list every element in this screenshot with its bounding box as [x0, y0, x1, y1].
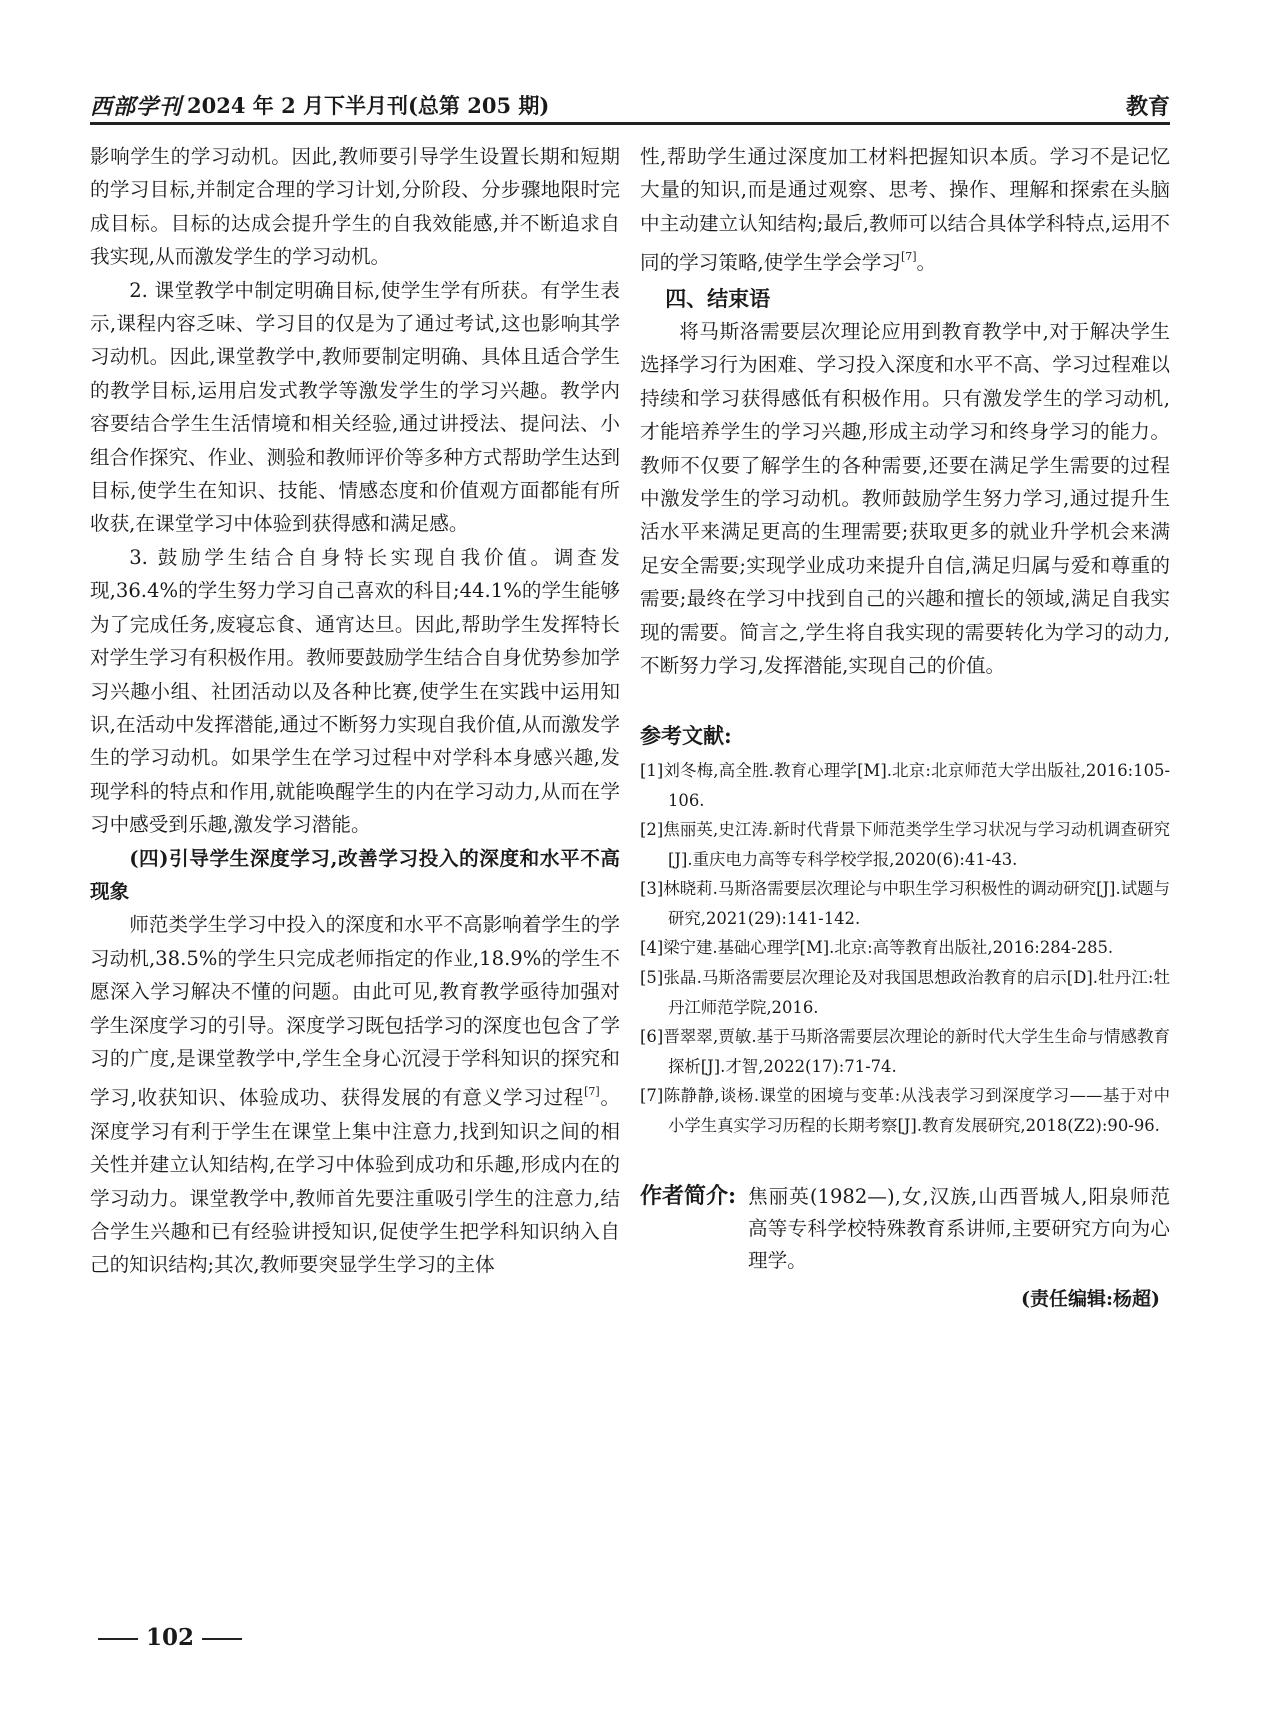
paragraph	[640, 140, 1170, 280]
paragraph-text: 。深度学习有利于学生在课堂上集中注意力,找到知识之间的相关性并建立认知结构,在学习中体验到成功和乐趣,形成内在的学习动力。课堂教学中,教师首先要注重吸引学生的注意力,结合学生兴趣和已有经验讲授知识,促使学生把学科知识纳入自己的知识结构;其次,教师要突显学生学习的主体	[90, 1086, 621, 1277]
page-number: 102	[146, 1624, 195, 1651]
header-rule	[90, 122, 1170, 125]
reference-item: [2]焦丽英,史江涛.新时代背景下师范类学生学习状况与学习动机调查研究[J].重庆电力高等专科学校学报,2020(6):41-43.	[640, 820, 1170, 869]
reference-item: [6]晋翠翠,贾敏.基于马斯洛需要层次理论的新时代大学生生命与情感教育探析[J].才智,2022(17):71-74.	[640, 1027, 1170, 1076]
paragraph: 将马斯洛需要层次理论应用到教育教学中,对于解决学生选择学习行为困难、学习投入深度和水平不高、学习过程难以持续和学习获得感低有积极作用。只有激发学生的学习动机,才能培养学生的学习兴趣,形成主动学习和终身学习的能力。教师不仅要了解学生的各种需要,还要在满足学生需要的过程中激发学生的学习动机。教师鼓励学生努力学习,通过提升生活水平来满足更高的生理需要;获取更多的就业升学机会来满足安全需要;实现学业成功来提升自信,满足归属与爱和尊重的需要;最终在学习中找到自己的兴趣和擅长的领域,满足自我实现的需要。简言之,学生将自我实现的需要转化为学习的动力,不断努力学习,发挥潜能,实现自己的价值。	[640, 320, 1170, 678]
editor-credit: (责任编辑:杨超)	[1021, 1287, 1160, 1310]
paragraph: 3. 鼓励学生结合自身特长实现自我价值。调查发现,36.4%的学生努力学习自己喜欢的科目;44.1%的学生能够为了完成任务,废寝忘食、通宵达旦。因此,帮助学生发挥特长对学生学习有积极作用。教师要鼓励学生结合自身优势参加学习兴趣小组、社团活动以及各种比赛,使学生在实践中运用知识,在活动中发挥潜能,通过不断努力实现自我价值,从而激发学生的学习动机。如果学生在学习过程中对学科本身感兴趣,发现学科的特点和作用,就能唤醒学生的内在学习动力,从而在学习中感受到乐趣,激发学习潜能。	[90, 545, 620, 837]
section-name: 教育	[1125, 94, 1170, 120]
journal-logo: 西部学刊	[90, 94, 183, 120]
subsection-heading: (四)引导学生深度学习,改善学习投入的深度和水平不高现象	[90, 846, 620, 903]
footer-dash	[202, 1638, 242, 1640]
section-heading: 四、结束语	[665, 285, 771, 311]
page-header	[90, 82, 1170, 122]
issue-info: 2024 年 2 月下半月刊(总第 205 期)	[187, 93, 550, 118]
citation-marker: [7]	[584, 1085, 600, 1099]
author-bio-text: 焦丽英(1982—),女,汉族,山西晋城人,阳泉师范高等专科学校特殊教育系讲师,主要研究方向为心理学。	[748, 1184, 1170, 1272]
left-column	[90, 140, 620, 1282]
right-column	[640, 140, 1170, 1316]
footer-dash	[98, 1638, 138, 1640]
paragraph: 影响学生的学习动机。因此,教师要引导学生设置长期和短期的学习目标,并制定合理的学习计划,分阶段、分步骤地限时完成目标。目标的达成会提升学生的自我效能感,并不断追求自我实现,从而激发学生的学习动机。	[90, 145, 620, 269]
paragraph-text: 性,帮助学生通过深度加工材料把握知识本质。学习不是记忆大量的知识,而是通过观察、思考、操作、理解和探索在头脑中主动建立认知结构;最后,教师可以结合具体学科特点,运用不同的学习策略,使学生学会学习	[640, 145, 1170, 275]
author-bio-label: 作者简介:	[640, 1182, 737, 1209]
reference-item: [4]梁宁建.基础心理学[M].北京:高等教育出版社,2016:284-285.	[640, 938, 1114, 958]
reference-item: [1]刘冬梅,高全胜.教育心理学[M].北京:北京师范大学出版社,2016:105-106.	[640, 760, 1170, 810]
paragraph-text: 。	[916, 251, 937, 275]
paragraph-text: 师范类学生学习中投入的深度和水平不高影响着学生的学习动机,38.5%的学生只完成老师指定的作业,18.9%的学生不愿深入学习解决不懂的问题。由此可见,教育教学亟待加强对学生深度学习的引导。深度学习既包括学习的深度也包含了学习的广度,是课堂教学中,学生全身心沉浸于学科知识的探究和学习,收获知识、体验成功、获得发展的有意义学习过程	[90, 913, 620, 1110]
paragraph	[90, 908, 620, 1281]
reference-item: [7]陈静静,谈杨.课堂的困境与变革:从浅表学习到深度学习——基于对中小学生真实学习历程的长期考察[J].教育发展研究,2018(Z2):90-96.	[640, 1086, 1170, 1136]
references-heading: 参考文献:	[640, 722, 732, 748]
author-bio	[640, 1181, 1170, 1277]
reference-item: [3]林晓莉.马斯洛需要层次理论与中职生学习积极性的调动研究[J].试题与研究,2021(29):141-142.	[640, 879, 1170, 928]
paragraph: 2. 课堂教学中制定明确目标,使学生学有所获。有学生表示,课程内容乏味、学习目的仅是为了通过考试,这也影响其学习动机。因此,课堂教学中,教师要制定明确、具体且适合学生的教学目标,运用启发式教学等激发学生的学习兴趣。教学内容要结合学生生活情境和相关经验,通过讲授法、提问法、小组合作探究、作业、测验和教师评价等多种方式帮助学生达到目标,使学生在知识、技能、情感态度和价值观方面都能有所收获,在课堂学习中体验到获得感和满足感。	[90, 278, 620, 536]
reference-item: [5]张晶.马斯洛需要层次理论及对我国思想政治教育的启示[D].牡丹江:牡丹江师范学院,2016.	[640, 968, 1170, 1017]
page-number-footer	[90, 1624, 250, 1651]
citation-marker: [7]	[900, 250, 917, 264]
